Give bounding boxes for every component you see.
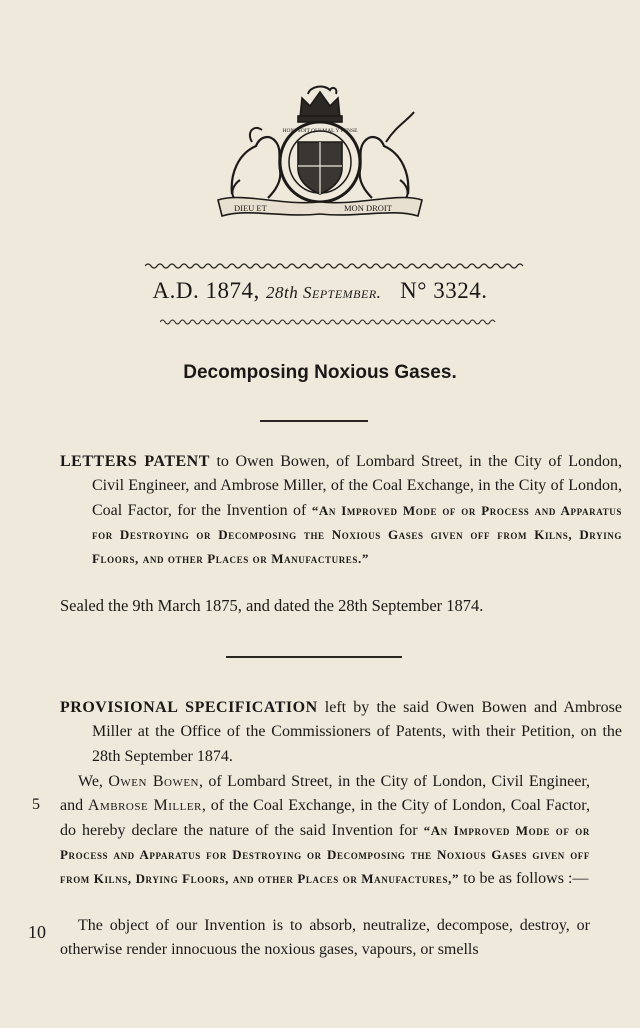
crest-motto-left: DIEU ET (234, 203, 267, 213)
line-number-5: 5 (32, 796, 40, 813)
divider-rule-1 (260, 420, 368, 422)
decorative-wavy-rule-top (145, 262, 525, 270)
line-number-10: 10 (28, 922, 46, 942)
letters-patent-invention: “An Improved Mode of or Process and Apparatus for Destroying or Decomposing the Noxious Gases given off from Kilns, Drying Floors, and other Places or Manufactures.” (92, 502, 622, 567)
divider-rule-2 (226, 656, 402, 658)
declarant-name-2: Ambrose Miller (87, 797, 202, 815)
provisional-lead: PROVISIONAL SPECIFICATION (60, 699, 318, 716)
crest-garter-motto: HONI SOIT QUI MAL Y PENSE (282, 128, 358, 134)
decorative-wavy-rule-bottom (160, 318, 500, 326)
patent-header-line (0, 278, 640, 304)
ad-label: A.D. (152, 278, 200, 303)
declaration-invention: “An Improved Mode of or Process and Apparatus for Destroying or Decomposing the Noxious Gases given off from Kilns, Drying Floors, and other Places or Manufactures,” (60, 822, 590, 887)
sealed-line: Sealed the 9th March 1875, and dated the 28th September 1874. (60, 596, 484, 615)
patent-date: 28th September. (266, 283, 382, 302)
declarant-name-1: Owen Bowen (108, 773, 199, 790)
number-label: N° (400, 278, 427, 303)
patent-year: 1874, (205, 278, 260, 303)
letters-patent-text: to Owen Bowen, of Lombard Street, in the City of London, Civil Engineer, and Ambrose Miller, of the Coal Exchange, in the City of London, Coal Factor, for the Invention of (92, 453, 623, 519)
letters-patent-lead: LETTERS PATENT (60, 453, 210, 470)
declaration-paragraph: We, Owen Bowen, of Lombard Street, in the City of London, Civil Engineer, and Ambrose Miller, of the Coal Exchange, in the City of London, Coal Factor, do hereby declare the nature of the said Invention for “An Improved Mode of or Process and Apparatus for Destroying or Decomposing the Noxious Gases given off from Kilns, Drying Floors, and other Places or Manufactures,” to be as follows :— (60, 773, 590, 888)
provisional-specification-paragraph (60, 696, 622, 769)
letters-patent-paragraph (60, 450, 622, 571)
provisional-text: left by the said Owen Bowen and Ambrose Miller at the Office of the Commissioners of Patents, with their Petition, on the 28th September 1874. (92, 699, 623, 765)
royal-coat-of-arms-icon (212, 84, 428, 220)
object-paragraph: The object of our Invention is to absorb, neutralize, decompose, destroy, or otherwise render innocuous the noxious gases, vapours, or smells (60, 917, 590, 959)
crest-motto-right: MON DROIT (344, 203, 392, 213)
patent-number: 3324. (433, 278, 488, 303)
patent-title: Decomposing Noxious Gases. (183, 362, 457, 383)
